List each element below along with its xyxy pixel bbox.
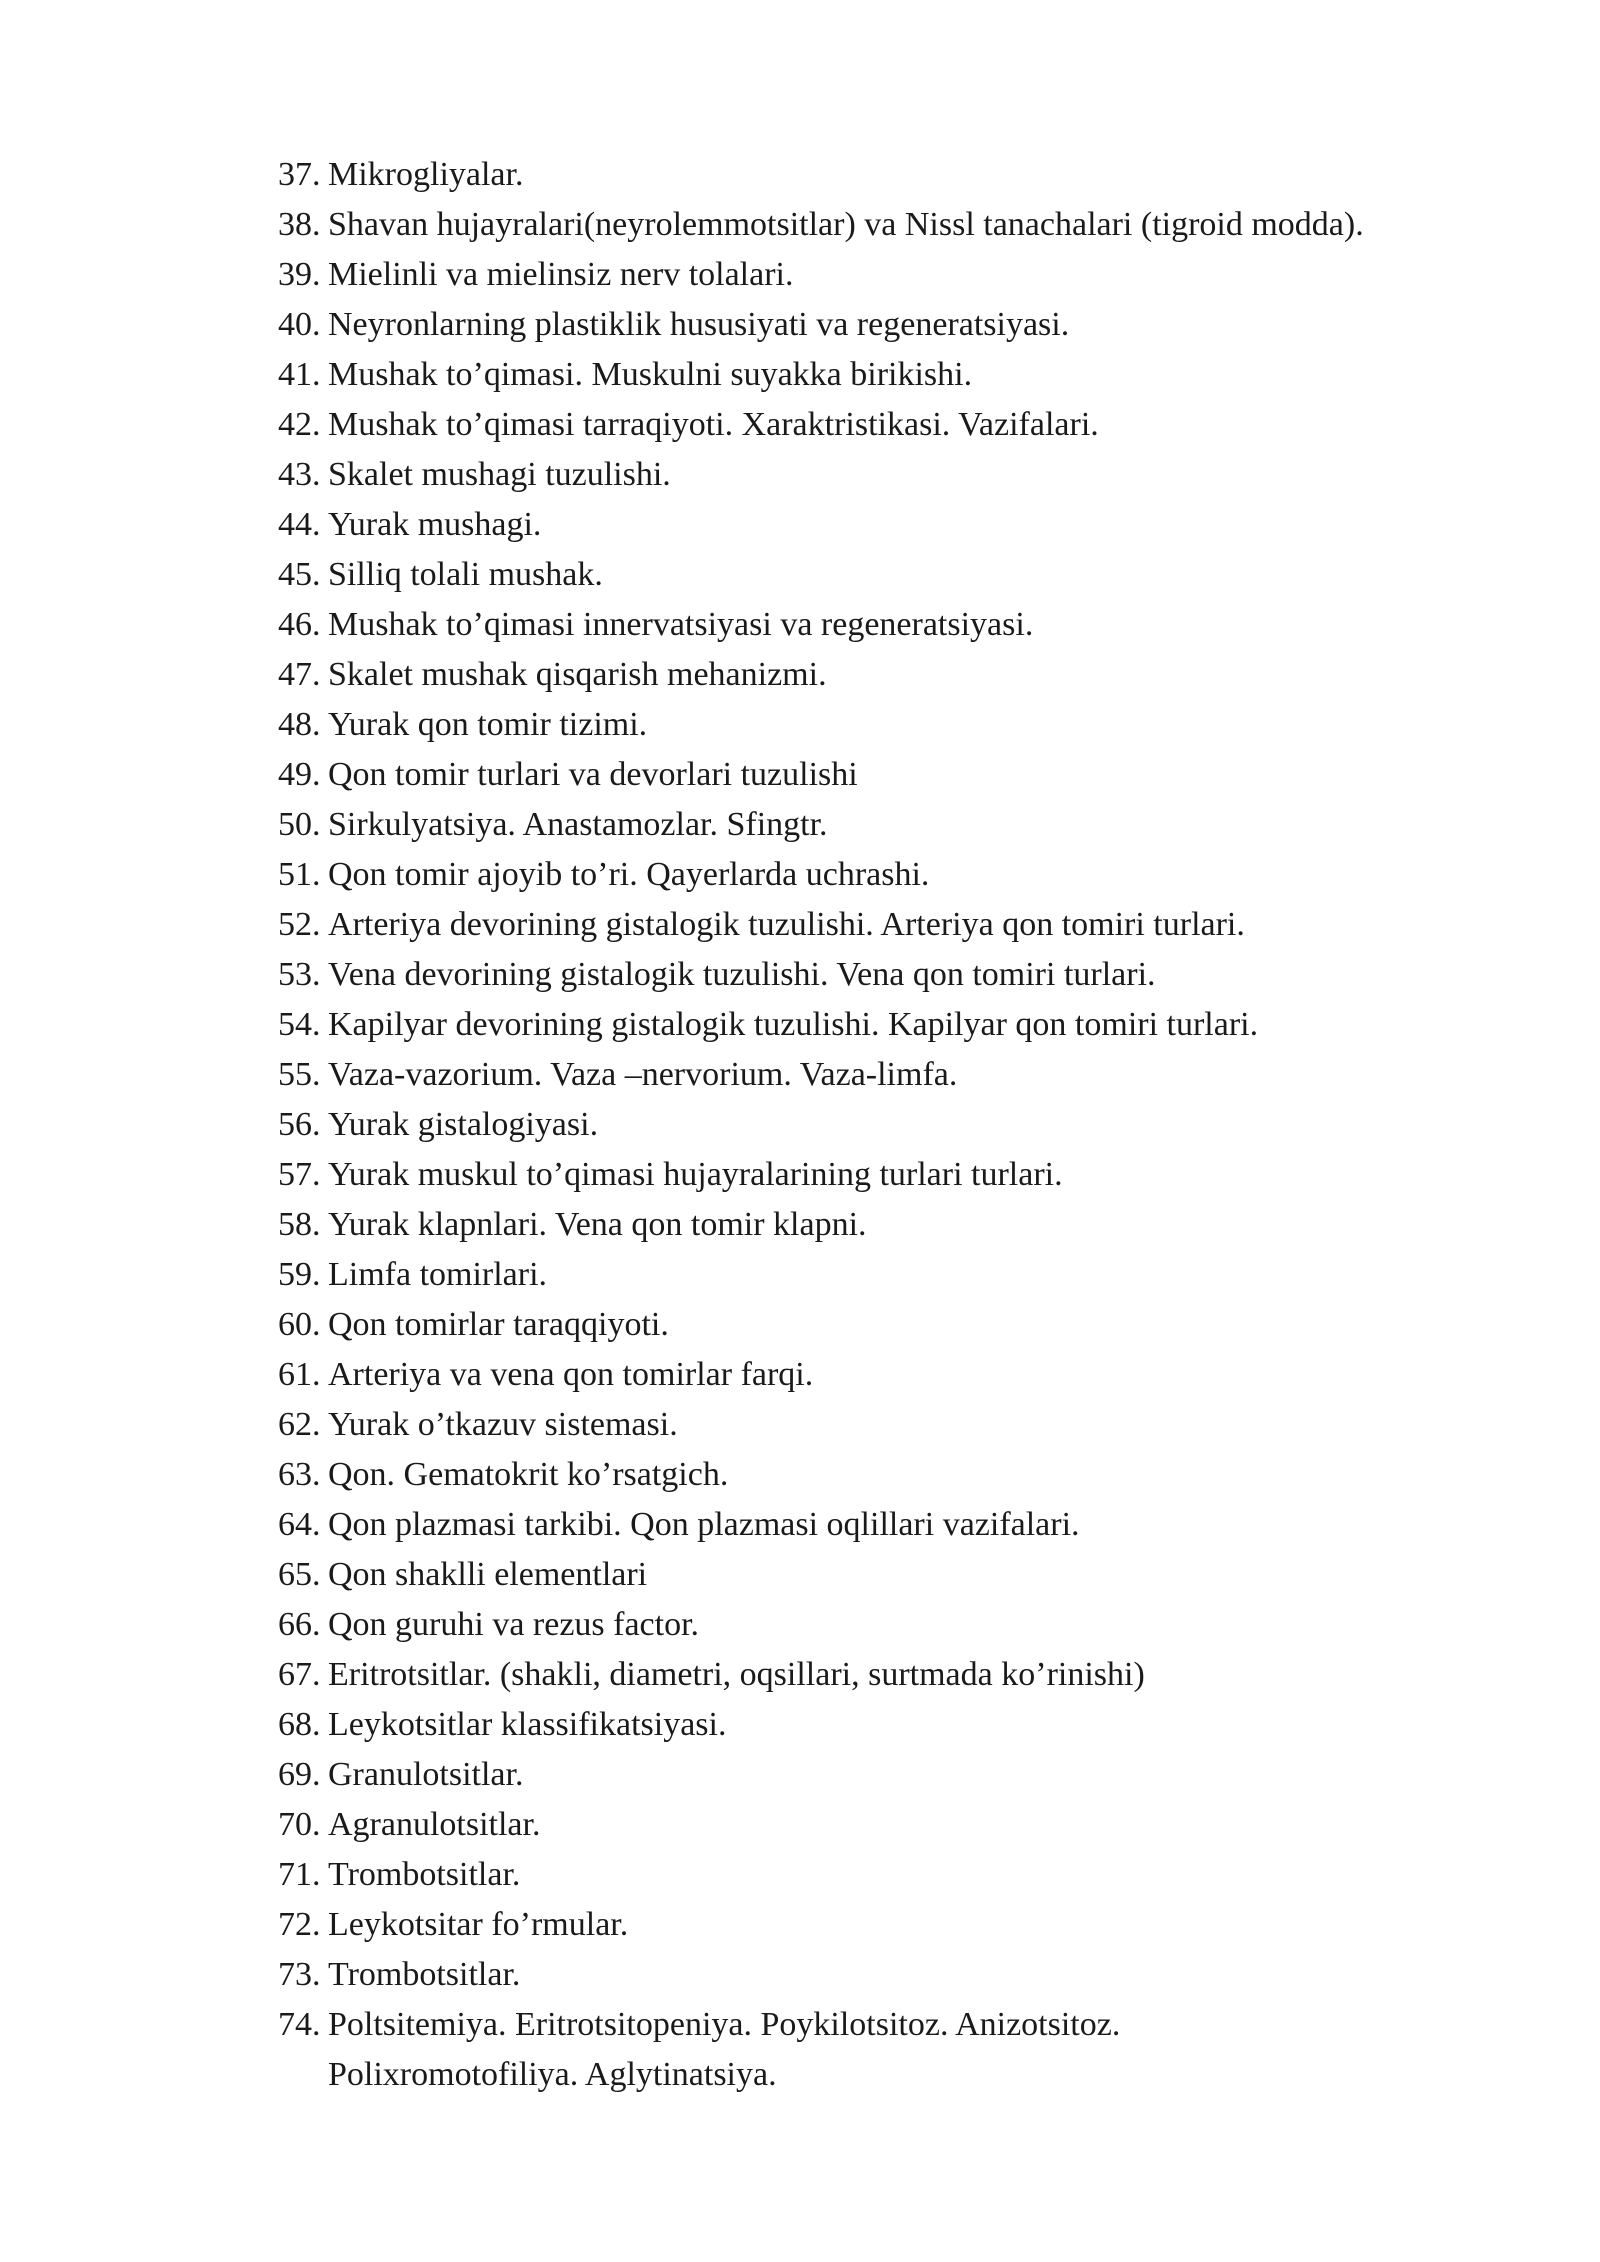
question-list bbox=[278, 150, 1528, 2100]
item-text: Qon tomir turlari va devorlari tuzulishi bbox=[328, 756, 858, 793]
item-number: 68. bbox=[278, 1706, 321, 1743]
item-number: 66. bbox=[278, 1606, 321, 1643]
item-text: Qon plazmasi tarkibi. Qon plazmasi oqlillari vazifalari. bbox=[328, 1506, 1080, 1543]
item-text: Shavan hujayralari(neyrolemmotsitlar) va Nissl tanachalari (tigroid modda). bbox=[328, 206, 1364, 243]
item-number: 51. bbox=[278, 856, 321, 893]
item-number: 56. bbox=[278, 1106, 321, 1143]
item-text: Trombotsitlar. bbox=[328, 1956, 521, 1993]
item-number: 48. bbox=[278, 706, 321, 743]
list-item bbox=[278, 1500, 1528, 1550]
item-number: 57. bbox=[278, 1156, 321, 1193]
item-text: Granulotsitlar. bbox=[328, 1756, 524, 1793]
item-number: 54. bbox=[278, 1006, 321, 1043]
list-item bbox=[278, 1300, 1528, 1350]
list-item bbox=[278, 650, 1528, 700]
item-number: 37. bbox=[278, 156, 321, 193]
list-item bbox=[278, 900, 1528, 950]
item-number: 39. bbox=[278, 256, 321, 293]
item-text: Kapilyar devorining gistalogik tuzulishi. Kapilyar qon tomiri turlari. bbox=[328, 1006, 1259, 1043]
list-item bbox=[278, 150, 1528, 200]
item-text: Sirkulyatsiya. Anastamozlar. Sfingtr. bbox=[328, 806, 828, 843]
item-text: Mushak to’qimasi innervatsiyasi va regeneratsiyasi. bbox=[328, 606, 1034, 643]
item-number: 45. bbox=[278, 556, 321, 593]
item-number: 43. bbox=[278, 456, 321, 493]
list-item bbox=[278, 1550, 1528, 1600]
list-item bbox=[278, 250, 1528, 300]
item-number: 72. bbox=[278, 1906, 321, 1943]
list-item bbox=[278, 1750, 1528, 1800]
item-text: Agranulotsitlar. bbox=[328, 1806, 541, 1843]
item-text: Eritrotsitlar. (shakli, diametri, oqsillari, surtmada ko’rinishi) bbox=[328, 1656, 1145, 1693]
item-number: 50. bbox=[278, 806, 321, 843]
item-text: Qon tomir ajoyib to’ri. Qayerlarda uchrashi. bbox=[328, 856, 930, 893]
item-number: 74. bbox=[278, 2006, 321, 2043]
item-text: Leykotsitlar klassifikatsiyasi. bbox=[328, 1706, 727, 1743]
item-number: 52. bbox=[278, 906, 321, 943]
item-text: Skalet mushak qisqarish mehanizmi. bbox=[328, 656, 827, 693]
item-text: Limfa tomirlari. bbox=[328, 1256, 548, 1293]
list-item bbox=[278, 1200, 1528, 1250]
list-item bbox=[278, 1350, 1528, 1400]
item-number: 38. bbox=[278, 206, 321, 243]
item-text: Yurak klapnlari. Vena qon tomir klapni. bbox=[328, 1206, 867, 1243]
item-text bbox=[328, 2000, 1528, 2100]
item-text-line-1: Poltsitemiya. Eritrotsitopeniya. Poykilotsitoz. Anizotsitoz. bbox=[328, 2006, 1121, 2043]
list-item bbox=[278, 1150, 1528, 1200]
list-item bbox=[278, 1700, 1528, 1750]
list-item bbox=[278, 1950, 1528, 2000]
list-item bbox=[278, 1050, 1528, 1100]
item-text: Vaza-vazorium. Vaza –nervorium. Vaza-limfa. bbox=[328, 1056, 958, 1093]
item-text: Neyronlarning plastiklik hususiyati va regeneratsiyasi. bbox=[328, 306, 1070, 343]
item-number: 59. bbox=[278, 1256, 321, 1293]
item-number: 61. bbox=[278, 1356, 321, 1393]
list-item bbox=[278, 600, 1528, 650]
item-number: 49. bbox=[278, 756, 321, 793]
list-item bbox=[278, 1000, 1528, 1050]
list-item bbox=[278, 1650, 1528, 1700]
list-item bbox=[278, 1850, 1528, 1900]
item-number: 47. bbox=[278, 656, 321, 693]
list-item bbox=[278, 1400, 1528, 1450]
item-text: Yurak mushagi. bbox=[328, 506, 542, 543]
item-number: 55. bbox=[278, 1056, 321, 1093]
item-text: Qon guruhi va rezus factor. bbox=[328, 1606, 700, 1643]
item-text: Silliq tolali mushak. bbox=[328, 556, 603, 593]
list-item bbox=[278, 850, 1528, 900]
item-text: Qon. Gematokrit ko’rsatgich. bbox=[328, 1456, 729, 1493]
item-text-line-2: Polixromotofiliya. Aglytinatsiya. bbox=[328, 2056, 777, 2093]
item-number: 53. bbox=[278, 956, 321, 993]
list-item bbox=[278, 500, 1528, 550]
item-number: 65. bbox=[278, 1556, 321, 1593]
item-number: 70. bbox=[278, 1806, 321, 1843]
item-text: Mushak to’qimasi. Muskulni suyakka birikishi. bbox=[328, 356, 973, 393]
item-text: Mielinli va mielinsiz nerv tolalari. bbox=[328, 256, 794, 293]
item-number: 73. bbox=[278, 1956, 321, 1993]
item-number: 63. bbox=[278, 1456, 321, 1493]
item-text: Mikrogliyalar. bbox=[328, 156, 524, 193]
item-text: Leykotsitar fo’rmular. bbox=[328, 1906, 629, 1943]
list-item bbox=[278, 700, 1528, 750]
item-text: Yurak o’tkazuv sistemasi. bbox=[328, 1406, 678, 1443]
item-number: 71. bbox=[278, 1856, 321, 1893]
item-text: Qon tomirlar taraqqiyoti. bbox=[328, 1306, 669, 1343]
item-text: Yurak gistalogiyasi. bbox=[328, 1106, 599, 1143]
list-item bbox=[278, 400, 1528, 450]
list-item bbox=[278, 1100, 1528, 1150]
list-item bbox=[278, 350, 1528, 400]
item-number: 60. bbox=[278, 1306, 321, 1343]
item-text: Arteriya devorining gistalogik tuzulishi. Arteriya qon tomiri turlari. bbox=[328, 906, 1245, 943]
list-item bbox=[278, 1450, 1528, 1500]
list-item bbox=[278, 450, 1528, 500]
item-text: Vena devorining gistalogik tuzulishi. Vena qon tomiri turlari. bbox=[328, 956, 1156, 993]
item-number: 46. bbox=[278, 606, 321, 643]
list-item bbox=[278, 950, 1528, 1000]
list-item bbox=[278, 1800, 1528, 1850]
item-text: Yurak qon tomir tizimi. bbox=[328, 706, 648, 743]
item-text: Qon shaklli elementlari bbox=[328, 1556, 648, 1593]
item-number: 69. bbox=[278, 1756, 321, 1793]
list-item bbox=[278, 550, 1528, 600]
item-text: Mushak to’qimasi tarraqiyoti. Xaraktristikasi. Vazifalari. bbox=[328, 406, 1099, 443]
item-text: Arteriya va vena qon tomirlar farqi. bbox=[328, 1356, 814, 1393]
item-number: 58. bbox=[278, 1206, 321, 1243]
item-text: Skalet mushagi tuzulishi. bbox=[328, 456, 671, 493]
item-number: 42. bbox=[278, 406, 321, 443]
list-item bbox=[278, 800, 1528, 850]
item-number: 40. bbox=[278, 306, 321, 343]
list-item bbox=[278, 2000, 1528, 2100]
list-item bbox=[278, 750, 1528, 800]
item-number: 64. bbox=[278, 1506, 321, 1543]
item-text: Trombotsitlar. bbox=[328, 1856, 521, 1893]
item-number: 62. bbox=[278, 1406, 321, 1443]
item-number: 41. bbox=[278, 356, 321, 393]
item-text: Yurak muskul to’qimasi hujayralarining turlari turlari. bbox=[328, 1156, 1063, 1193]
item-number: 44. bbox=[278, 506, 321, 543]
list-item bbox=[278, 1250, 1528, 1300]
list-item bbox=[278, 200, 1528, 250]
item-number: 67. bbox=[278, 1656, 321, 1693]
list-item bbox=[278, 300, 1528, 350]
list-item bbox=[278, 1600, 1528, 1650]
list-item bbox=[278, 1900, 1528, 1950]
